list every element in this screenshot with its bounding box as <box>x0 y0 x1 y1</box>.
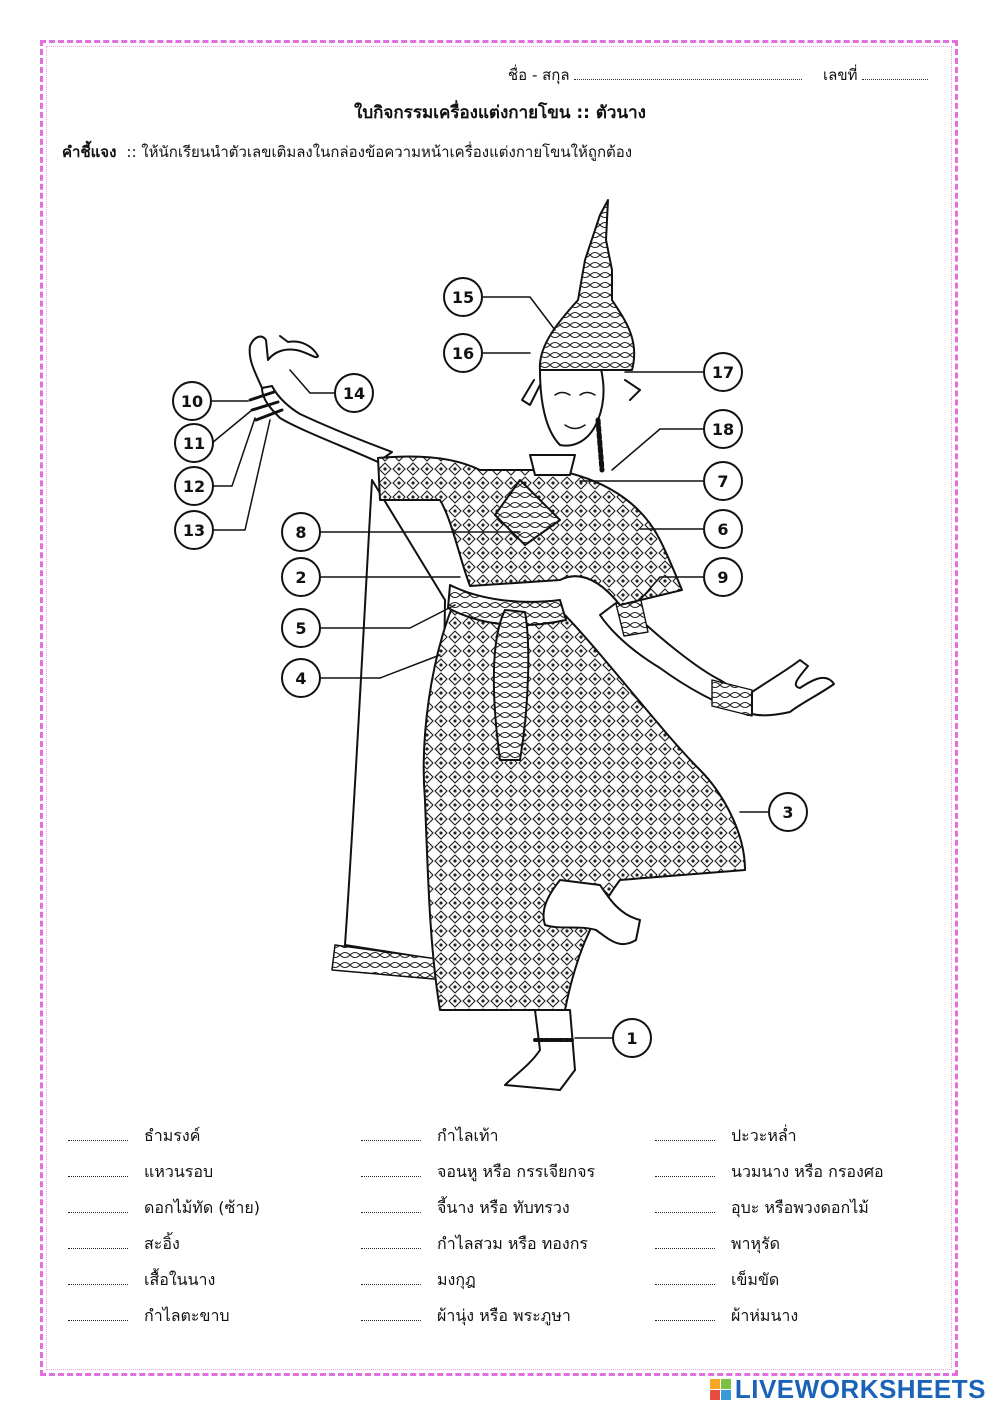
standing-foot <box>505 1010 575 1090</box>
answer-item[interactable] <box>361 1268 476 1292</box>
answer-item[interactable] <box>361 1124 499 1148</box>
answer-blank[interactable] <box>68 1198 128 1213</box>
instructions-text: :: ให้นักเรียนนำตัวเลขเติมลงในกล่องข้อความหน้าเครื่องแต่งกายโขนให้ถูกต้อง <box>126 143 633 161</box>
logo-mark-icon <box>710 1379 731 1400</box>
answer-blank[interactable] <box>361 1234 421 1249</box>
answer-label: มงกุฎ <box>437 1270 476 1289</box>
answer-blank[interactable] <box>655 1162 715 1177</box>
liveworksheets-logo <box>710 1374 986 1404</box>
answer-list <box>60 1120 960 1325</box>
logo-text: LIVEWORKSHEETS <box>734 1373 986 1404</box>
answer-item[interactable] <box>361 1232 588 1256</box>
answer-label: ดอกไม้ทัด (ซ้าย) <box>144 1198 261 1217</box>
answer-blank[interactable] <box>361 1198 421 1213</box>
face <box>540 365 604 446</box>
answer-item[interactable] <box>655 1124 797 1148</box>
callout-9-label: 9 <box>717 568 729 587</box>
answer-item[interactable] <box>68 1268 215 1292</box>
callout-2-label: 2 <box>295 568 307 587</box>
answer-label: ผ้าห่มนาง <box>731 1306 799 1325</box>
answer-item[interactable] <box>68 1304 230 1328</box>
number-label: เลขที่ <box>823 66 858 84</box>
answer-blank[interactable] <box>361 1306 421 1321</box>
answer-label: นวมนาง หรือ กรองศอ <box>731 1162 884 1181</box>
crown <box>540 200 634 370</box>
answer-item[interactable] <box>655 1160 884 1184</box>
answer-blank[interactable] <box>655 1198 715 1213</box>
answer-label: ผ้านุ่ง หรือ พระภูษา <box>437 1306 571 1325</box>
callout-3-label: 3 <box>782 803 794 822</box>
answer-blank[interactable] <box>655 1234 715 1249</box>
name-label: ชื่อ - สกุล <box>508 66 570 84</box>
answer-label: เข็มขัด <box>731 1270 780 1289</box>
worksheet-title: ใบกิจกรรมเครื่องแต่งกายโขน :: ตัวนาง <box>354 103 646 123</box>
answer-blank[interactable] <box>655 1306 715 1321</box>
answer-blank[interactable] <box>655 1270 715 1285</box>
answer-blank[interactable] <box>361 1126 421 1141</box>
answer-label: กำไลสวม หรือ ทองกร <box>437 1234 588 1253</box>
answer-item[interactable] <box>361 1196 570 1220</box>
callout-11-label: 11 <box>182 434 206 453</box>
answer-item[interactable] <box>655 1268 779 1292</box>
callout-14-label: 14 <box>342 384 366 403</box>
callout-6-label: 6 <box>717 520 729 539</box>
answer-item[interactable] <box>655 1196 869 1220</box>
answer-item[interactable] <box>68 1196 260 1220</box>
callout-8-label: 8 <box>295 523 307 542</box>
callout-4-label: 4 <box>295 669 307 688</box>
instructions-label: คำชี้แจง <box>62 143 117 161</box>
callout-16-label: 16 <box>451 344 475 363</box>
skirt <box>424 600 745 1010</box>
answer-label: กำไลเท้า <box>437 1126 499 1145</box>
callout-13-label: 13 <box>182 521 206 540</box>
answer-blank[interactable] <box>68 1162 128 1177</box>
answer-label: ปะวะหล่ำ <box>731 1126 797 1145</box>
answer-label: จอนหู หรือ กรรเจียกจร <box>437 1162 596 1181</box>
callout-7-label: 7 <box>717 472 729 491</box>
callout-18-label: 18 <box>711 420 735 439</box>
answer-label: พาหุรัด <box>731 1234 781 1253</box>
callout-1-label: 1 <box>626 1029 638 1048</box>
answer-blank[interactable] <box>68 1234 128 1249</box>
answer-item[interactable] <box>361 1304 571 1328</box>
answer-item[interactable] <box>68 1124 200 1148</box>
answer-label: จี้นาง หรือ ทับทรวง <box>437 1198 570 1217</box>
answer-label: อุบะ หรือพวงดอกไม้ <box>731 1198 869 1217</box>
callout-12-label: 12 <box>182 477 206 496</box>
answer-blank[interactable] <box>361 1162 421 1177</box>
answer-label: เสื้อในนาง <box>144 1270 216 1289</box>
answer-label: กำไลตะขาบ <box>144 1306 230 1325</box>
callout-17-label: 17 <box>711 363 735 382</box>
callout-5-label: 5 <box>295 619 307 638</box>
answer-blank[interactable] <box>361 1270 421 1285</box>
answer-item[interactable] <box>655 1232 780 1256</box>
answer-blank[interactable] <box>68 1306 128 1321</box>
answer-blank[interactable] <box>655 1126 715 1141</box>
callout-10-label: 10 <box>180 392 204 411</box>
answer-blank[interactable] <box>68 1270 128 1285</box>
answer-label: สะอิ้ง <box>144 1234 180 1253</box>
answer-item[interactable] <box>361 1160 595 1184</box>
answer-label: ธำมรงค์ <box>144 1126 201 1145</box>
answer-blank[interactable] <box>68 1126 128 1141</box>
answer-label: แหวนรอบ <box>144 1162 214 1181</box>
answer-item[interactable] <box>68 1160 213 1184</box>
answer-item[interactable] <box>68 1232 180 1256</box>
callout-15-label: 15 <box>451 288 475 307</box>
answer-item[interactable] <box>655 1304 798 1328</box>
